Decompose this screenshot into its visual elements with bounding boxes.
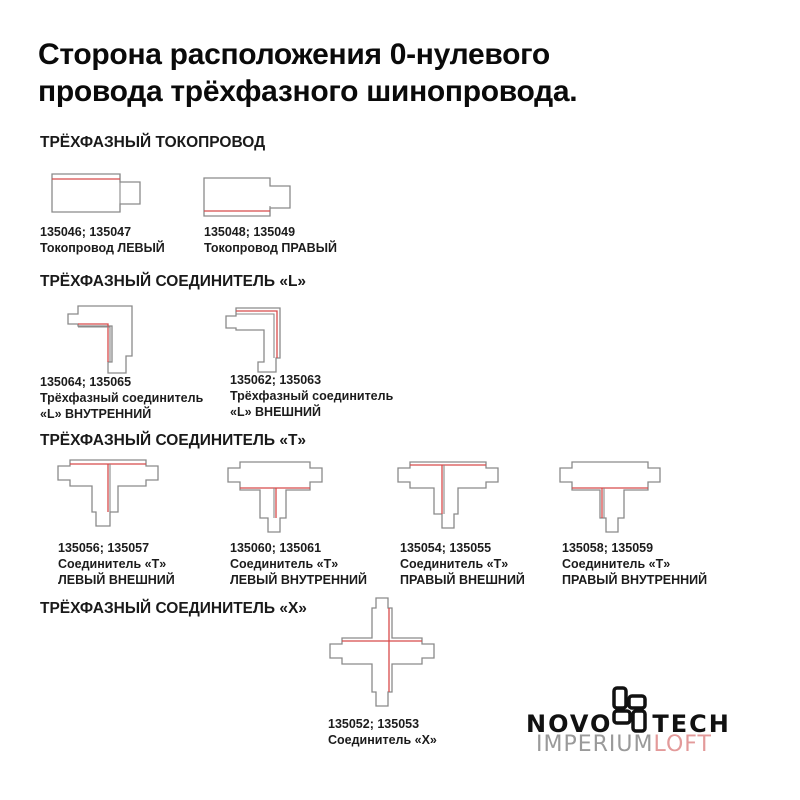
item-t-right-inner [562,540,707,588]
l-outer-diagram [226,308,296,374]
item-codes: 135064; 135065 [40,375,132,389]
item-codes: 135058; 135059 [562,541,654,555]
logo-brand-text: NOVO TECH [526,710,731,738]
item-codes: 135052; 135053 [328,717,420,731]
item-codes: 135046; 135047 [40,225,132,239]
item-name: Трёхфазный соединитель [40,391,204,405]
t-right-inner-diagram [560,462,664,534]
item-codes: 135056; 135057 [58,541,150,555]
title-line-2: провода трёхфазного шинопровода. [38,75,578,108]
item-name-2: ПРАВЫЙ ВНЕШНИЙ [400,573,525,587]
novotech-logo [526,688,766,758]
item-x-connector [328,716,437,748]
item-name-2: ПРАВЫЙ ВНУТРЕННИЙ [562,573,708,587]
item-codes: 135054; 135055 [400,541,492,555]
watermark-text: IMPERIUMLOFT [536,732,712,757]
t-right-outer-diagram [398,462,500,534]
item-name: Токопровод ЛЕВЫЙ [40,241,165,255]
item-name: Соединитель «X» [328,733,437,747]
section-heading-l: ТРЁХФАЗНЫЙ СОЕДИНИТЕЛЬ «L» [40,273,307,290]
item-t-right-outer [400,540,525,588]
item-t-left-outer [58,540,175,588]
section-heading-x: ТРЁХФАЗНЫЙ СОЕДИНИТЕЛЬ «X» [40,600,307,617]
item-feed-right [204,224,337,256]
x-connector-diagram [330,598,436,710]
item-name: Соединитель «T» [400,557,509,571]
item-name: Соединитель «T» [562,557,671,571]
item-name-2: ЛЕВЫЙ ВНУТРЕННИЙ [230,573,367,587]
item-name: Соединитель «T» [230,557,339,571]
page-title [38,36,758,110]
section-heading-feed: ТРЁХФАЗНЫЙ ТОКОПРОВОД [40,134,266,151]
section-heading-t: ТРЁХФАЗНЫЙ СОЕДИНИТЕЛЬ «T» [40,432,307,449]
t-left-inner-diagram [228,462,324,534]
item-l-inner [40,374,203,422]
item-name-2: «L» ВНЕШНИЙ [230,405,321,419]
item-feed-left [40,224,165,256]
item-name-2: ЛЕВЫЙ ВНЕШНИЙ [58,573,175,587]
t-left-outer-diagram [58,460,170,532]
item-name: Трёхфазный соединитель [230,389,394,403]
item-t-left-inner [230,540,367,588]
feed-left-diagram [52,174,142,218]
l-inner-diagram [68,306,138,376]
item-name: Токопровод ПРАВЫЙ [204,241,337,255]
item-codes: 135060; 135061 [230,541,322,555]
feed-right-diagram [204,178,294,218]
title-line-1: Сторона расположения 0-нулевого [38,38,550,71]
item-l-outer [230,372,393,420]
item-codes: 135062; 135063 [230,373,322,387]
item-name-2: «L» ВНУТРЕННИЙ [40,407,152,421]
item-name: Соединитель «T» [58,557,167,571]
item-codes: 135048; 135049 [204,225,296,239]
